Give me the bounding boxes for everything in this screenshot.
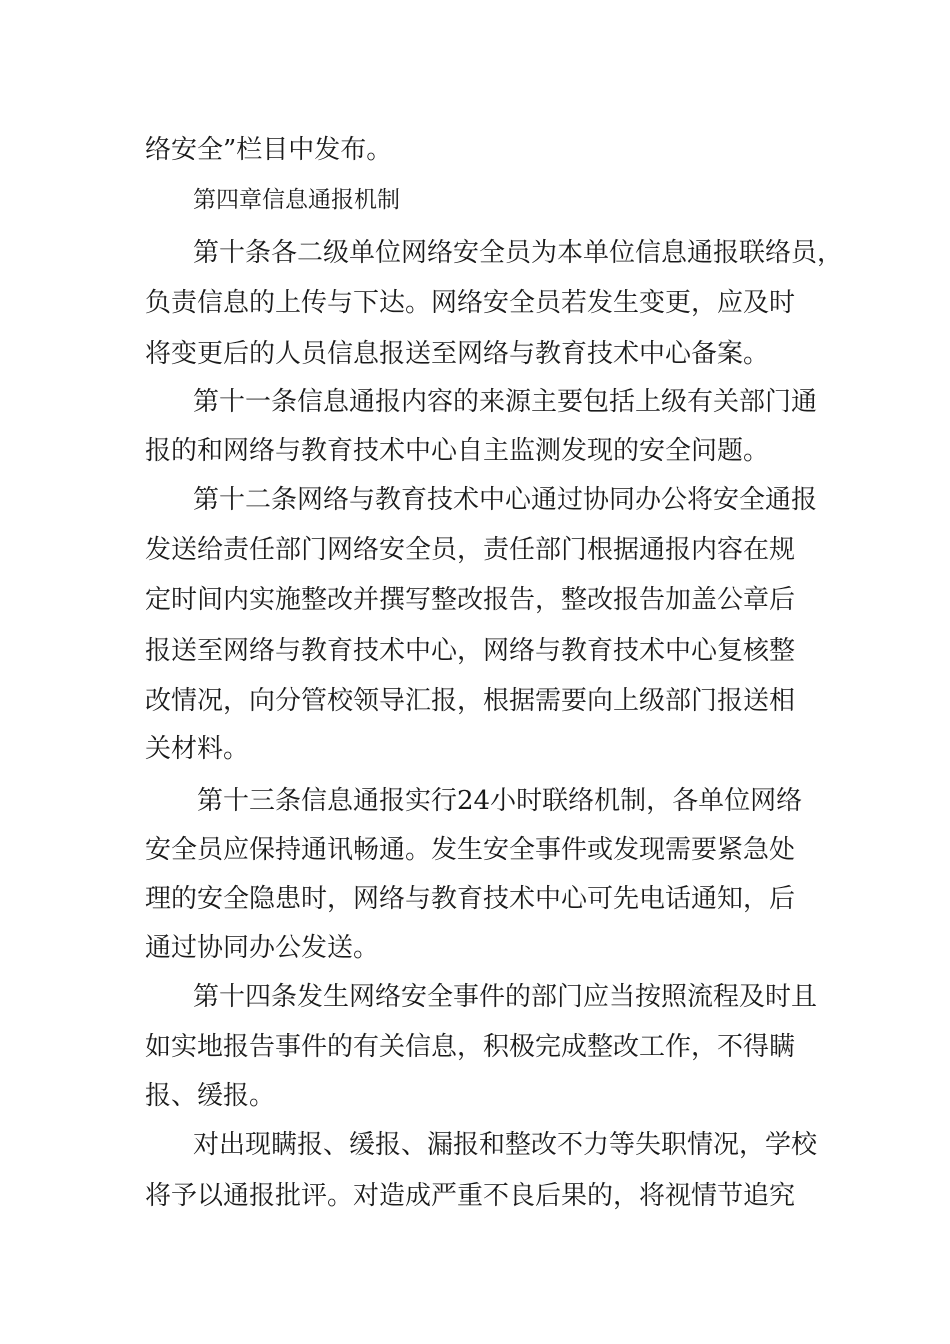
text-line: 第十四条发生网络安全事件的部门应当按照流程及时且 — [193, 982, 818, 1012]
text-line: 络安全”栏目中发布。 — [145, 135, 393, 165]
text-line: 报送至网络与教育技术中心，网络与教育技术中心复核整 — [145, 636, 796, 666]
text-line: 第十二条网络与教育技术中心通过协同办公将安全通报 — [193, 485, 818, 515]
text-line: 报、缓报。 — [145, 1081, 276, 1111]
text-line: 如实地报告事件的有关信息，积极完成整改工作，不得瞒 — [145, 1032, 796, 1062]
text-line: 发送给责任部门网络安全员，责任部门根据通报内容在规 — [145, 535, 796, 565]
text-line: 通过协同办公发送。 — [145, 933, 380, 963]
chapter-heading: 第四章信息通报机制 — [193, 187, 400, 213]
text-line: 第十条各二级单位网络安全员为本单位信息通报联络员， — [193, 238, 844, 268]
text-line: 第十三条信息通报实行24小时联络机制，各单位网络 — [197, 786, 803, 816]
text-line: 将变更后的人员信息报送至网络与教育技术中心备案。 — [145, 339, 770, 369]
text-line: 关材料。 — [145, 734, 250, 764]
text-line: 报的和网络与教育技术中心自主监测发现的安全问题。 — [145, 436, 770, 466]
text-line: 安全员应保持通讯畅通。发生安全事件或发现需要紧急处 — [145, 835, 796, 865]
text-line: 对出现瞒报、缓报、漏报和整改不力等失职情况，学校 — [193, 1130, 818, 1160]
text-line: 第十一条信息通报内容的来源主要包括上级有关部门通 — [193, 387, 818, 417]
text-line: 负责信息的上传与下达。网络安全员若发生变更，应及时 — [145, 288, 796, 318]
text-line: 改情况，向分管校领导汇报，根据需要向上级部门报送相 — [145, 686, 796, 716]
text-line: 定时间内实施整改并撰写整改报告，整改报告加盖公章后 — [145, 585, 796, 615]
text-line: 将予以通报批评。对造成严重不良后果的，将视情节追究 — [145, 1181, 796, 1211]
text-line: 理的安全隐患时，网络与教育技术中心可先电话通知，后 — [145, 884, 796, 914]
